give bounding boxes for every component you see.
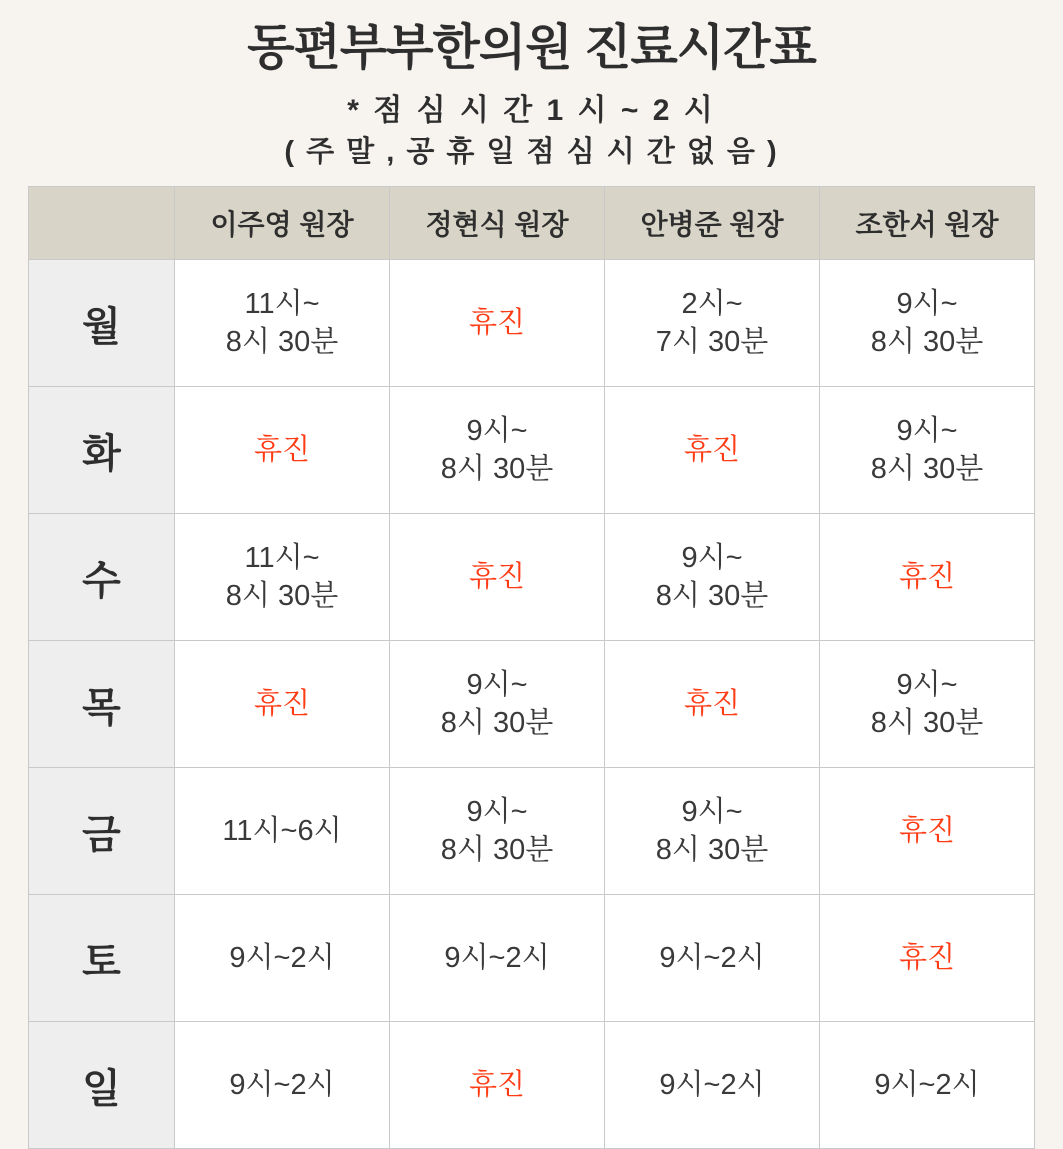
- schedule-cell-line: 9시~: [896, 668, 958, 701]
- day-label-토: 토: [29, 895, 175, 1022]
- schedule-cell: [820, 260, 1035, 387]
- schedule-table-body: [29, 260, 1035, 1149]
- schedule-table-wrapper: [28, 186, 1035, 1149]
- schedule-cell-line: 8시 30분: [870, 326, 984, 359]
- schedule-cell: [605, 1022, 820, 1149]
- schedule-cell: [175, 260, 390, 387]
- schedule-cell-line: 9시~: [896, 414, 958, 447]
- schedule-cell-line: 9시~: [466, 795, 528, 828]
- schedule-cell: [605, 514, 820, 641]
- schedule-cell-line: 9시~: [681, 541, 743, 574]
- schedule-cell-line: 11시~: [244, 541, 320, 574]
- day-label-수: 수: [29, 514, 175, 641]
- schedule-cell-line: 9시~2시: [874, 1069, 980, 1102]
- weekend-lunch-note: ( 주 말 , 공 휴 일 점 심 시 간 없 음 ): [284, 136, 779, 169]
- schedule-cell: [175, 641, 390, 768]
- table-row: [29, 387, 1035, 514]
- table-row: [29, 895, 1035, 1022]
- column-header-doctor-3: 안병준 원장: [605, 187, 820, 260]
- schedule-cell-line: 휴진: [683, 688, 741, 721]
- schedule-cell: [820, 514, 1035, 641]
- table-row: [29, 1022, 1035, 1149]
- table-row: [29, 641, 1035, 768]
- schedule-cell-line: 휴진: [253, 434, 311, 467]
- schedule-cell: [390, 641, 605, 768]
- schedule-cell-line: 휴진: [683, 434, 741, 467]
- schedule-cell: [820, 641, 1035, 768]
- schedule-cell-line: 휴진: [468, 1069, 526, 1102]
- schedule-cell: [175, 1022, 390, 1149]
- schedule-cell: [605, 260, 820, 387]
- schedule-cell-line: 9시~2시: [229, 1069, 335, 1102]
- day-label-월: 월: [29, 260, 175, 387]
- schedule-cell-line: 9시~: [466, 414, 528, 447]
- schedule-cell: [175, 387, 390, 514]
- schedule-cell: [175, 514, 390, 641]
- schedule-cell: [390, 514, 605, 641]
- schedule-cell: [820, 387, 1035, 514]
- schedule-cell-line: 9시~: [896, 287, 958, 320]
- schedule-cell: [820, 768, 1035, 895]
- page-title: 동편부부한의원 진료시간표: [247, 21, 816, 75]
- schedule-cell-line: 2시~: [681, 287, 743, 320]
- schedule-cell-line: 8시 30분: [655, 580, 769, 613]
- schedule-cell: [390, 387, 605, 514]
- schedule-cell-line: 11시~6시: [222, 815, 342, 848]
- schedule-cell: [175, 895, 390, 1022]
- schedule-cell: [390, 1022, 605, 1149]
- table-header-row: [29, 187, 1035, 260]
- schedule-cell-line: 7시 30분: [655, 326, 769, 359]
- table-row: [29, 514, 1035, 641]
- schedule-table-head: [29, 187, 1035, 260]
- schedule-cell-line: 8시 30분: [870, 707, 984, 740]
- schedule-table: [28, 186, 1035, 1149]
- schedule-cell-line: 휴진: [468, 561, 526, 594]
- schedule-cell-line: 9시~: [466, 668, 528, 701]
- table-row: [29, 768, 1035, 895]
- day-label-일: 일: [29, 1022, 175, 1149]
- schedule-cell: [390, 260, 605, 387]
- table-row: [29, 260, 1035, 387]
- schedule-cell-line: 11시~: [244, 287, 320, 320]
- schedule-cell-line: 9시~: [681, 795, 743, 828]
- schedule-cell: [605, 768, 820, 895]
- schedule-cell-line: 9시~2시: [229, 942, 335, 975]
- column-header-doctor-2: 정현식 원장: [390, 187, 605, 260]
- schedule-cell: [605, 641, 820, 768]
- table-corner-cell: [29, 187, 175, 260]
- day-label-목: 목: [29, 641, 175, 768]
- column-header-doctor-1: 이주영 원장: [175, 187, 390, 260]
- schedule-cell-line: 8시 30분: [225, 580, 339, 613]
- schedule-cell: [820, 1022, 1035, 1149]
- schedule-cell: [605, 387, 820, 514]
- schedule-cell-line: 휴진: [898, 815, 956, 848]
- schedule-cell-line: 휴진: [898, 942, 956, 975]
- schedule-cell-line: 8시 30분: [870, 453, 984, 486]
- schedule-cell-line: 휴진: [468, 307, 526, 340]
- day-label-화: 화: [29, 387, 175, 514]
- schedule-cell: [390, 895, 605, 1022]
- schedule-cell-line: 9시~2시: [659, 942, 765, 975]
- schedule-cell-line: 8시 30분: [440, 834, 554, 867]
- schedule-cell: [175, 768, 390, 895]
- schedule-cell-line: 8시 30분: [440, 453, 554, 486]
- schedule-cell-line: 9시~2시: [444, 942, 550, 975]
- schedule-cell: [605, 895, 820, 1022]
- lunch-time-note: * 점 심 시 간 1 시 ~ 2 시: [347, 93, 716, 127]
- schedule-cell: [390, 768, 605, 895]
- schedule-cell: [820, 895, 1035, 1022]
- schedule-cell-line: 휴진: [898, 561, 956, 594]
- schedule-cell-line: 휴진: [253, 688, 311, 721]
- day-label-금: 금: [29, 768, 175, 895]
- column-header-doctor-4: 조한서 원장: [820, 187, 1035, 260]
- schedule-cell-line: 9시~2시: [659, 1069, 765, 1102]
- schedule-cell-line: 8시 30분: [225, 326, 339, 359]
- schedule-cell-line: 8시 30분: [655, 834, 769, 867]
- schedule-cell-line: 8시 30분: [440, 707, 554, 740]
